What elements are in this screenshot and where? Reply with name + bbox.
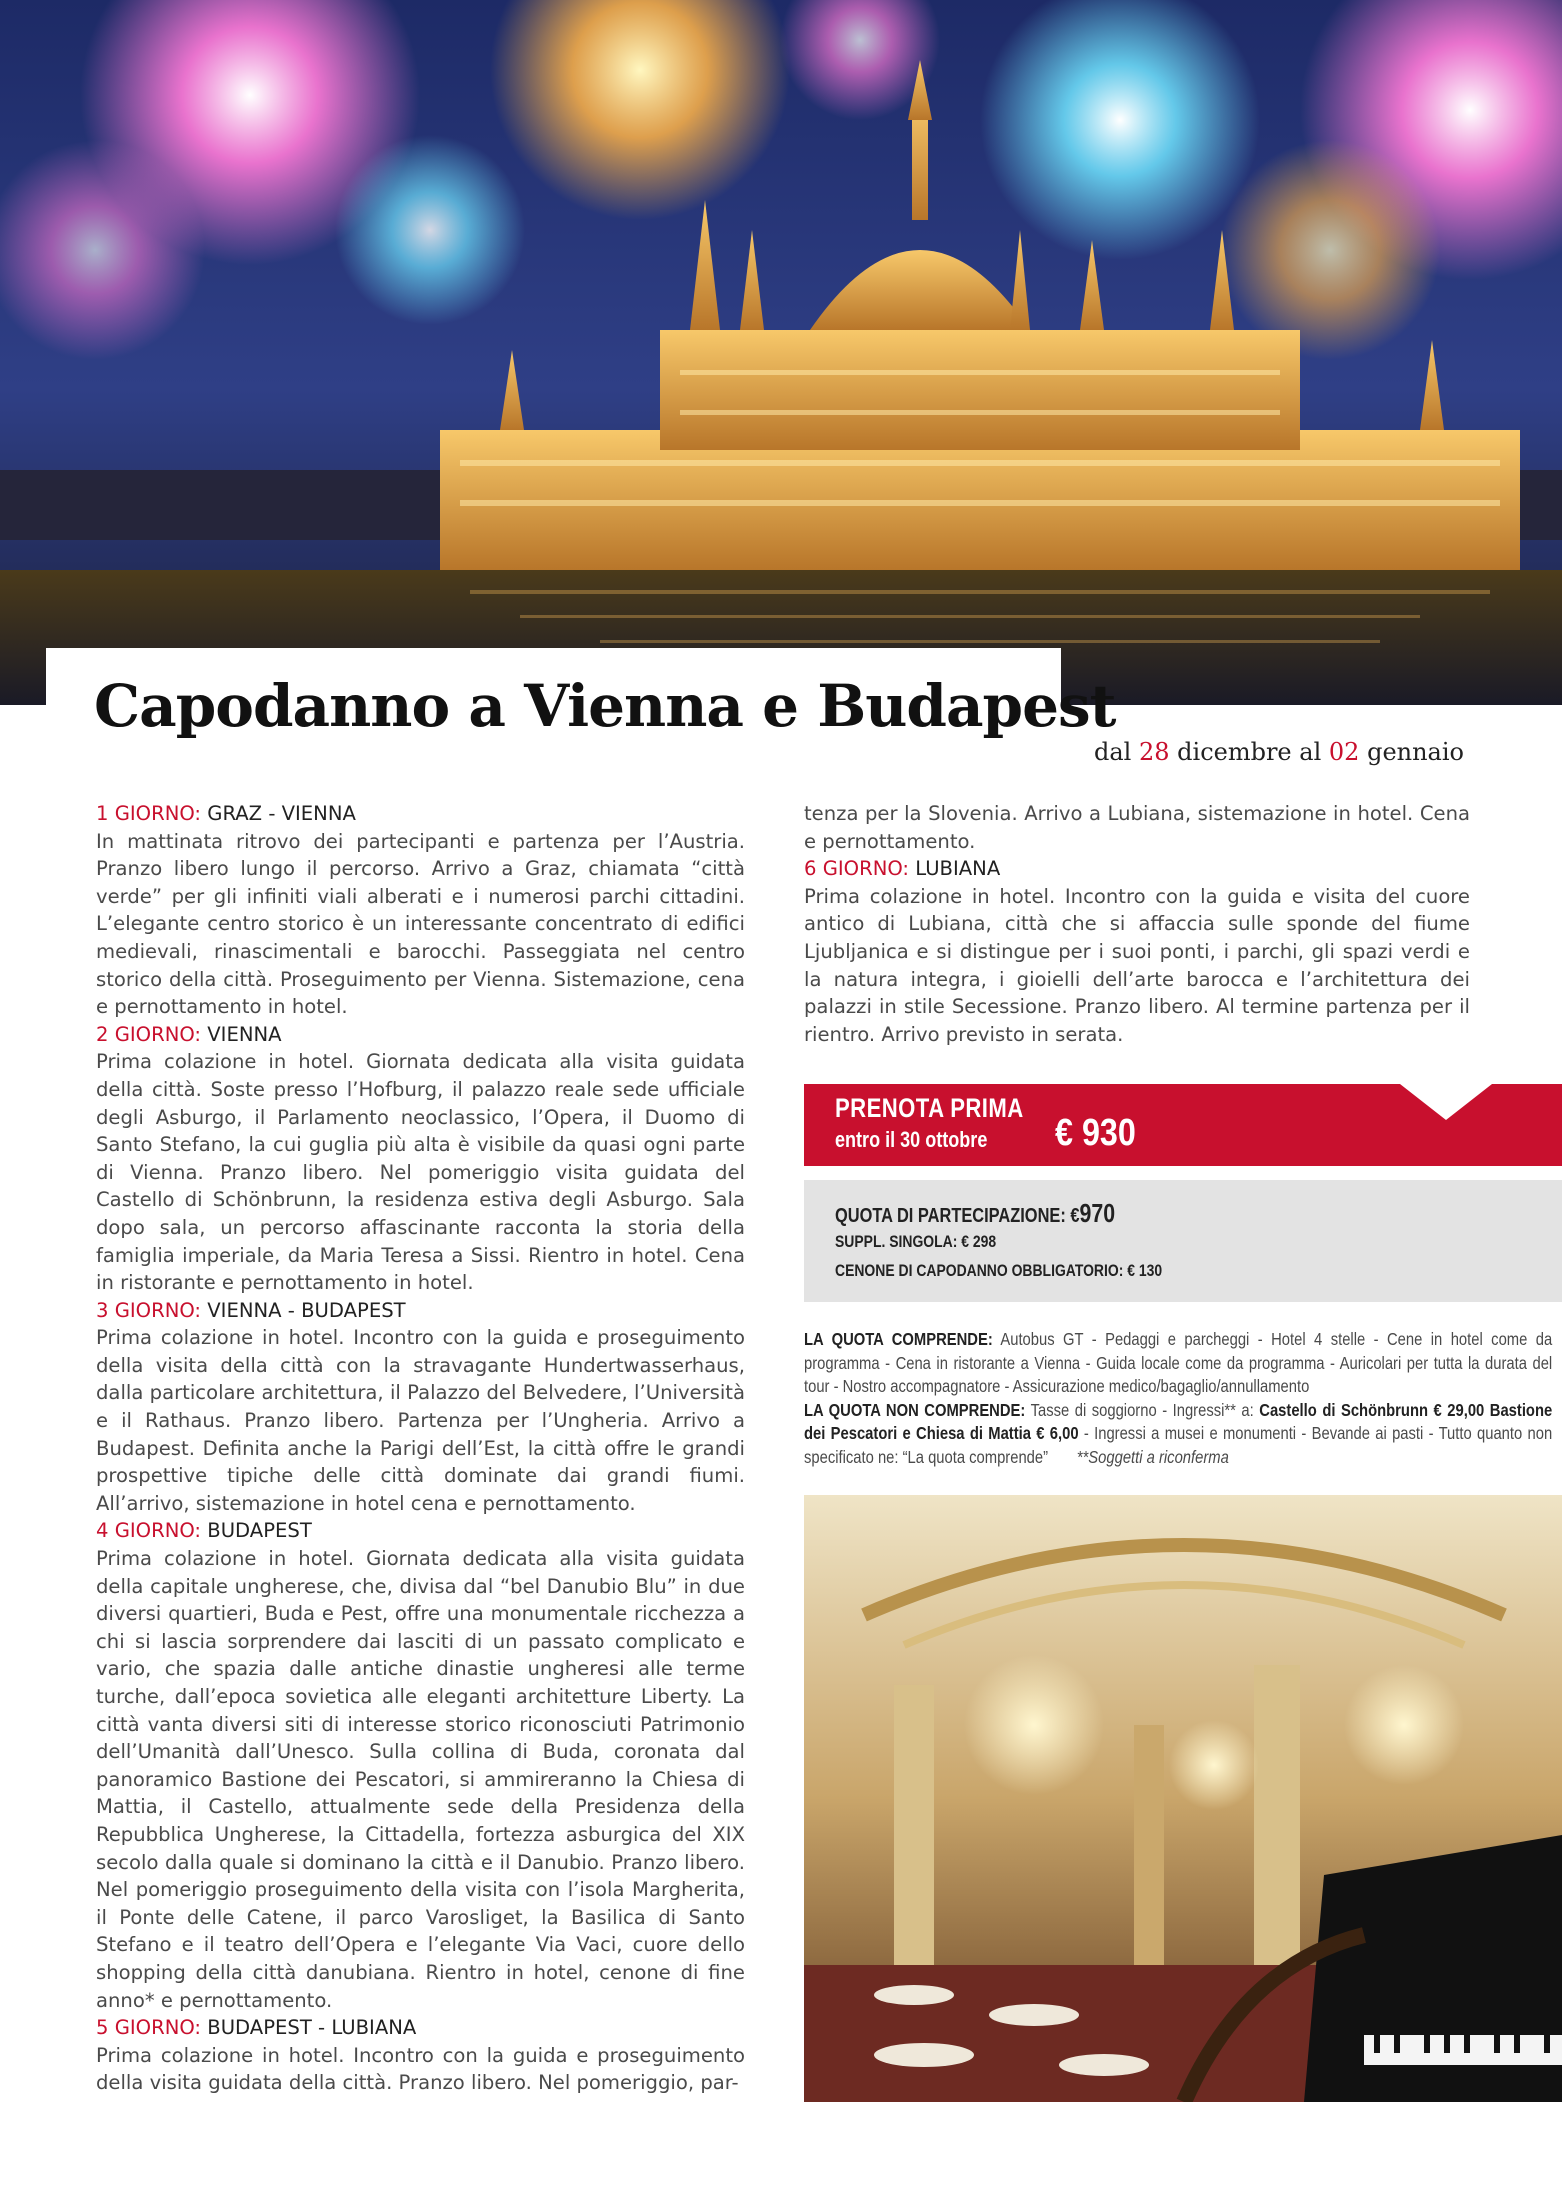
- includes-text: Autobus GT - Pedaggi e parcheggi - Hotel 4 stelle - Cene in hotel come da programma - Cena in ristorante a Vienna - Guida locale come da programma - Auricolari per tutta la durata del tour - Nostro accompagnatore - Assicurazione medico/bagaglio/annullamento: [804, 1329, 1553, 1397]
- day-5-text-part1: Prima colazione in hotel. Incontro con la guida e proseguimento della visita guidata della città. Pranzo libero. Nel pomeriggio, par-: [96, 2043, 745, 2095]
- day-1-heading: [96, 800, 745, 828]
- new-year-dinner-fee: CENONE DI CAPODANNO OBBLIGATORIO: € 130: [835, 1261, 1163, 1280]
- participation-price: [835, 1198, 1115, 1229]
- day-4-text: Prima colazione in hotel. Giornata dedicata alla visita guidata della capitale ungherese, che, divisa dal “bel Danubio Blu” in due diversi quartieri, Buda e Pest, offre una monumentale ricchezza a chi si lascia sorprendere dai lasciti di un passato complicato e vario, che spazia dalle antiche dinastie ungheresi alle terme turche, dall’epoca sovietica alle eleganti architetture Liberty. La città vanta diversi siti di interesse storico riconosciuti Patrimonio dell’Umanità dall’Unesco. Sulla collina di Buda, coronata dal panoramico Bastione dei Pescatori, si ammireranno la Chiesa di Mattia, il Castello, attualmente sede della Presidenza della Repubblica Ungherese, la Cittadella, fortezza asburgica del XIX secolo dalla quale si dominano la città e il Danubio. Pranzo libero. Nel pomeriggio proseguimento della visita con l’isola Margherita, il Ponte delle Catene, il parco Varosliget, la Basilica di Santo Stefano e il teatro dell’Opera e l’elegante Via Vaci, cuore dello shopping della città danubiana. Rientro in hotel, cenone di fine anno* e pernottamento.: [96, 1547, 745, 2012]
- hero-photo-budapest-parliament: [0, 0, 1562, 705]
- participation-price-label: QUOTA DI PARTECIPAZIONE: €: [835, 1205, 1080, 1227]
- dates-day-end: 02: [1328, 738, 1360, 766]
- day-6-heading: [804, 855, 1470, 883]
- banner-notch-arrow-icon: [1400, 1084, 1492, 1120]
- excludes-label: LA QUOTA NON COMPRENDE:: [804, 1399, 1026, 1420]
- dates-suffix: gennaio: [1367, 738, 1464, 766]
- day-6-text: Prima colazione in hotel. Incontro con la guida e visita del cuore antico di Lubiana, città che si affaccia sulle sponde del fiume Ljubljanica e si distingue per i suoi ponti, i parchi, gli spazi verdi e la natura integra, i gioielli dell’arte barocca e l’architettura dei palazzi in stile Secessione. Pranzo libero. Al termine partenza per il rientro. Arrivo previsto in serata.: [804, 884, 1470, 1046]
- day-5-text-part2: tenza per la Slovenia. Arrivo a Lubiana, sistemazione in hotel. Cena e pernottamento.: [804, 802, 1470, 853]
- includes-label: LA QUOTA COMPRENDE:: [804, 1329, 993, 1349]
- dates-mid: dicembre al: [1177, 738, 1322, 766]
- day-1-text: In mattinata ritrovo dei partecipanti e partenza per l’Austria. Pranzo libero lungo il percorso. Arrivo a Graz, chiamata “città verde” per gli infiniti viali alberati e i numerosi parchi cittadini. L’elegante centro storico è un interessante concentrato di edifici medievali, rinascimentali e barocchi. Passeggiata nel centro storico della città. Proseguimento per Vienna. Sistemazione, cena e pernottamento in hotel.: [96, 829, 745, 1019]
- day-6-place: LUBIANA: [915, 857, 1001, 881]
- day-2-number: 2 GIORNO:: [96, 1022, 202, 1046]
- day-2-text: Prima colazione in hotel. Giornata dedicata alla visita guidata della città. Soste presso l’Hofburg, il palazzo reale sede ufficiale degli Asburgo, il Parlamento neoclassico, l’Opera, il Duomo di Santo Stefano, la cui guglia più alta è visibile da quasi ogni parte di Vienna. Pranzo libero. Nel pomeriggio visita guidata del Castello di Schönbrunn, la residenza estiva degli Asburgo. Sala dopo sala, un percorso affascinante racconta la storia della famiglia imperiale, da Maria Teresa a Sissi. Rientro in hotel. Cena in ristorante e pernottamento in hotel.: [96, 1050, 745, 1295]
- day-3-text: Prima colazione in hotel. Incontro con la guida e proseguimento della visita della città con la stravagante Hundertwasserhaus, dalla particolare architettura, il Palazzo del Belvedere, l’Università e il Rathaus. Pranzo libero. Partenza per l’Ungheria. Arrivo a Budapest. Definita anche la Parigi dell’Est, la città offre le grandi prospettive tipiche delle città dominate dai grandi fiumi. All’arrivo, sistemazione in hotel cena e pernottamento.: [96, 1326, 745, 1515]
- day-3-heading: [96, 1297, 745, 1325]
- day-4-place: BUDAPEST: [207, 1519, 312, 1543]
- excludes-text-more: - Ingressi a musei e monumenti - Bevande ai pasti - Tutto quanto non specificato ne: “La quota comprende”: [804, 1423, 1553, 1467]
- early-booking-title: PRENOTA PRIMA: [835, 1093, 1024, 1123]
- day-3-number: 3 GIORNO:: [96, 1298, 202, 1322]
- early-booking-price: € 930: [1055, 1112, 1136, 1154]
- day-4-heading: [96, 1517, 745, 1545]
- day-5-place: BUDAPEST - LUBIANA: [207, 2016, 417, 2040]
- day-5-number: 5 GIORNO:: [96, 2016, 202, 2040]
- itinerary-right-column: [804, 800, 1470, 1048]
- day-3-place: VIENNA - BUDAPEST: [207, 1298, 406, 1322]
- excludes-entrance-fees: Castello di Schönbrunn € 29,00 Bastione dei Pescatori e Chiesa di Mattia € 6,00: [804, 1399, 1553, 1444]
- page-title: Capodanno a Vienna e Budapest: [94, 672, 1116, 740]
- day-5-heading: [96, 2014, 745, 2042]
- day-2-place: VIENNA: [207, 1022, 282, 1046]
- participation-price-value: 970: [1079, 1198, 1116, 1228]
- day-6-number: 6 GIORNO:: [804, 857, 910, 881]
- day-1-number: 1 GIORNO:: [96, 802, 202, 825]
- day-4-number: 4 GIORNO:: [96, 1519, 202, 1543]
- price-inclusions: [804, 1328, 1552, 1470]
- early-booking-deadline: entro il 30 ottobre: [835, 1127, 988, 1152]
- reconfirm-note: **Soggetti a riconferma: [1076, 1446, 1229, 1467]
- itinerary-left-column: [96, 800, 745, 2097]
- dates-day-start: 28: [1138, 738, 1170, 766]
- day-1-place: GRAZ - VIENNA: [207, 802, 356, 825]
- dates-prefix: dal: [1093, 738, 1132, 766]
- cafe-interior-photo: [804, 1495, 1562, 2102]
- day-2-heading: [96, 1021, 745, 1049]
- single-supplement: SUPPL. SINGOLA: € 298: [835, 1232, 997, 1251]
- travel-dates: [1094, 738, 1464, 766]
- excludes-text: Tasse di soggiorno - Ingressi** a:: [1030, 1399, 1254, 1420]
